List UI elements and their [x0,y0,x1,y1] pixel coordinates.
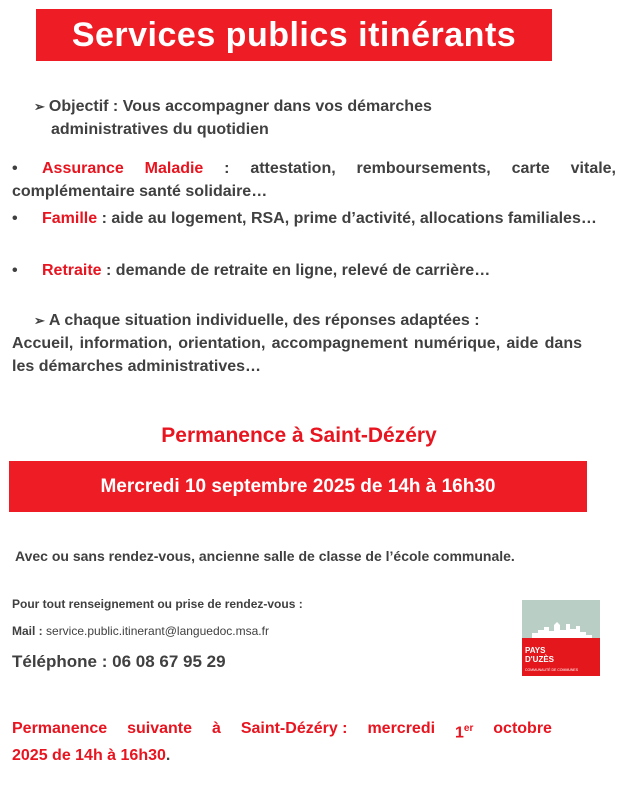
bullet-text: : demande de retraite en ligne, relevé de carrière… [101,262,491,279]
next-day-number: 1 [454,724,464,742]
next-word: Saint-Dézéry : [240,720,348,737]
bullet-label: Assurance Maladie [42,160,204,177]
bullet-label: Famille [42,210,98,227]
date-banner [9,461,587,512]
bullet-dot: • [12,160,18,177]
bullet-dot: • [12,210,18,227]
next-time: 2025 de 14h à 16h30 [12,747,166,765]
bullet-item [12,259,616,282]
next-word: mercredi [367,720,436,737]
bullet-text: : aide au logement, RSA, prime d’activité, allocations familiales… [97,210,597,227]
objective-block [34,95,504,141]
page-title: Services publics itinérants [71,16,517,54]
objective-text-2: administratives du quotidien [51,121,269,138]
title-banner [36,9,552,61]
pays-uzes-logo [522,600,600,676]
mail-address: service.public.itinerant@languedoc.msa.fr [46,624,269,638]
date-text: Mercredi 10 septembre 2025 de 14h à 16h30 [100,476,496,497]
situation-text: Accueil, information, orientation, accompagnement numérique, aide dans les démarches administratives… [12,335,582,375]
next-period: . [165,747,171,765]
bullet-item [12,157,616,203]
situation-heading: A chaque situation individuelle, des réponses adaptées : [48,312,480,329]
bullet-label: Retraite [42,262,102,279]
permanence-title: Permanence à Saint-Dézéry [161,424,437,447]
objective-text-1: Vous accompagner dans vos démarches [122,98,432,115]
objective-label: Objectif : [48,98,119,115]
logo-wordmark [525,646,554,664]
phone-line: Téléphone : 06 08 67 95 29 [12,652,226,671]
next-line-2 [12,744,552,767]
logo-line-1: PAYS [525,646,546,655]
next-line-1 [12,717,552,744]
arrow-bullet-icon: ➢ [34,313,45,328]
contact-intro: Pour tout renseignement ou prise de rendez-vous : [12,597,303,611]
next-word: à [211,720,221,737]
bullet-item [12,207,616,230]
next-word: suivante [127,720,193,737]
next-word: octobre [493,720,552,737]
next-permanence [12,717,552,767]
arrow-bullet-icon: ➢ [34,99,45,114]
logo-tagline: COMMUNAUTÉ DE COMMUNES [525,668,579,672]
bullet-text: : attestation, remboursements, carte vitale, complémentaire santé solidaire… [12,160,617,200]
venue-text: Avec ou sans rendez-vous, ancienne salle de classe de l’école communale. [15,548,515,564]
skyline-icon [522,600,600,640]
mail-label: Mail : [12,624,47,638]
next-day-suffix: er [463,723,474,734]
bullet-dot: • [12,262,18,279]
mail-line [12,624,269,638]
objective-line [34,95,504,118]
next-word: Permanence [12,720,108,737]
situation-heading-line [34,309,594,332]
logo-line-2: D'UZÈS [525,655,555,664]
next-day [455,717,473,744]
